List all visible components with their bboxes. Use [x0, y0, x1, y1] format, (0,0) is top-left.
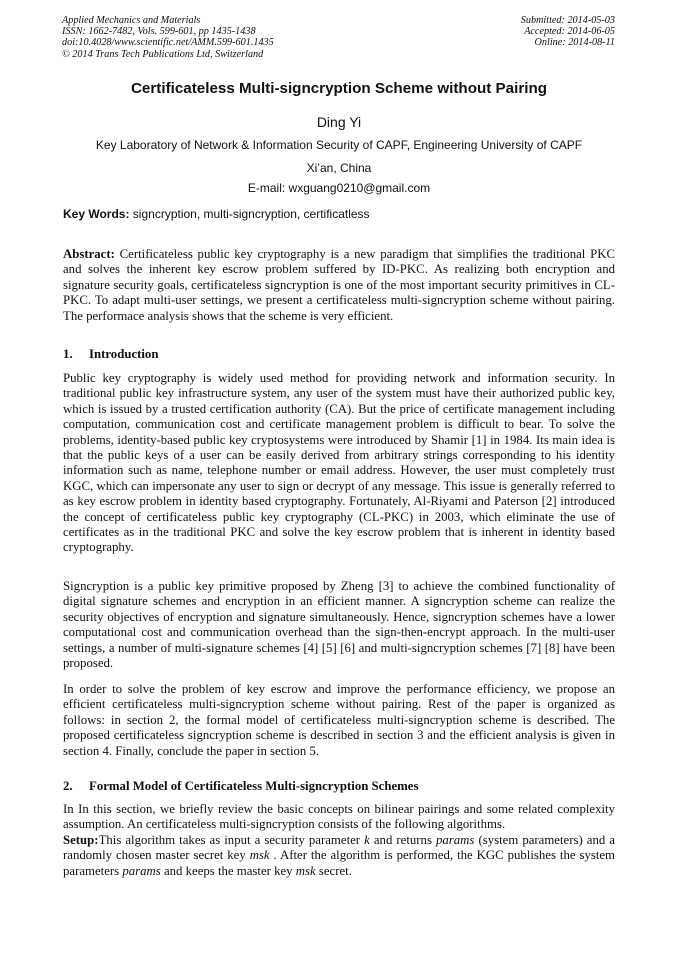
keywords — [63, 207, 615, 221]
copyright-line: © 2014 Trans Tech Publications Ltd, Switzerland — [62, 48, 264, 60]
issn-line: ISSN: 1662-7482, Vols. 599-601, pp 1435-1438 — [62, 26, 256, 38]
abstract-text: Certificateless public key cryptography is a new paradigm that simplifies the traditional PKC and solves the inherent key escrow problem suffered by ID-PKC. As realizing both encryption and signature security goals, certificateless signcryption is one of the most important security primitives in CL-PKC. To adapt multi-user settings, we present a certificateless multi-signcryption scheme without pairing. The performace analysis shows that the scheme is very efficient. — [63, 247, 615, 323]
param-params-2: params — [122, 863, 161, 878]
param-k: k — [364, 833, 370, 847]
doi-line: doi:10.4028/www.scientific.net/AMM.599-601.1435 — [62, 37, 274, 49]
section-number: 2. — [63, 779, 73, 793]
setup-text-6: secret. — [315, 863, 352, 878]
setup-text-3: (system parameters) and a randomly chosen master secret key — [63, 833, 615, 863]
affiliation: Key Laboratory of Network & Information Security of CAPF, Engineering University of CAPF — [95, 138, 583, 152]
dates-header — [521, 15, 615, 49]
setup-text-1: This algorithm takes as input a security parameter — [98, 833, 365, 847]
section-title: Formal Model of Certificateless Multi-signcryption Schemes — [89, 779, 419, 793]
setup-text-4: . After the algorithm is performed, the KGC publishes the system parameters — [63, 848, 616, 878]
location: Xi’an, China — [306, 161, 372, 175]
setup-paragraph — [63, 833, 615, 879]
abstract-label: Abstract: — [63, 247, 115, 261]
accepted-date: Accepted: 2014-06-05 — [524, 26, 615, 38]
intro-paragraph-2: Signcryption is a public key primitive proposed by Zheng [3] to achieve the combined functionality of digital signature schemes and encryption in an efficient manner. A signcryption scheme can realize the security objectives of encryption and signature simultaneously. Hence, signcryption schemes have a lower computational cost and communication overhead than the sign-then-encrypt approach. In the multi-user settings, a number of multi-signature schemes [4] [5] [6] and multi-signcryption schemes [7] [8] have been proposed. — [63, 579, 615, 671]
model-paragraph-1: In In this section, we briefly review the basic concepts on bilinear pairings and some related complexity assumption. An certificateless multi-signcryption consists of the following algorithms. — [63, 802, 615, 832]
section-heading-introduction — [63, 347, 615, 362]
email: E-mail: wxguang0210@gmail.com — [247, 181, 431, 195]
setup-text-5: and keeps the master key — [160, 863, 296, 878]
param-params: params — [436, 833, 475, 847]
author-name: Ding Yi — [316, 114, 362, 130]
keywords-label: Key Words: — [63, 207, 130, 221]
param-msk-2: msk — [295, 863, 316, 878]
keywords-text: signcryption, multi-signcryption, certificatless — [129, 207, 370, 221]
setup-text-2: and returns — [369, 833, 436, 847]
paper-title: Certificateless Multi-signcryption Scheme without Pairing — [130, 80, 548, 97]
intro-paragraph-1: Public key cryptography is widely used method for providing network and information security. In traditional public key infrastructure system, any user of the system must have their authorized public key, which is issued by a trusted certification authority (CA). But the price of certificate management including computation, communication cost and certificate management problem is difficult to bear. To solve the problems, identity-based public key cryptosystems were introduced by Shamir [1] in 1984. Its main idea is that the public keys of a user can be easily derived from arbitrary strings corresponding to his identity information such as name, telephone number or email address. However, the user must completely trust KGC, which can impersonate any user to sign or decrypt of any message. This issue is generally referred to as key escrow problem in identity based cryptography. Fortunately, Al-Riyami and Paterson [2] introduced the concept of certificateless public key cryptography (CL-PKC) in 2003, which eliminate the use of certificates as in the traditional PKC and solve the key escrow problem that is inherent in identity based cryptography. — [63, 371, 615, 555]
section-title: Introduction — [89, 347, 159, 361]
intro-paragraph-3: In order to solve the problem of key escrow and improve the performance efficiency, we propose an efficient certificateless multi-signcryption scheme without pairing. Rest of the paper is organized as follows: in section 2, the formal model of certificateless multi-signcryption scheme is described. The proposed certificateless signcryption scheme is described in section 3 and the efficient analysis is given in section 4. Finally, conclude the paper in section 5. — [63, 682, 615, 758]
submitted-date: Submitted: 2014-05-03 — [520, 15, 615, 26]
online-date: Online: 2014-08-11 — [534, 37, 615, 49]
section-heading-formal-model — [63, 779, 615, 794]
abstract — [63, 247, 615, 324]
journal-name: Applied Mechanics and Materials — [62, 15, 201, 26]
param-msk: msk — [249, 848, 270, 863]
journal-header — [62, 15, 274, 60]
setup-label: Setup: — [63, 833, 99, 847]
section-number: 1. — [63, 347, 73, 361]
